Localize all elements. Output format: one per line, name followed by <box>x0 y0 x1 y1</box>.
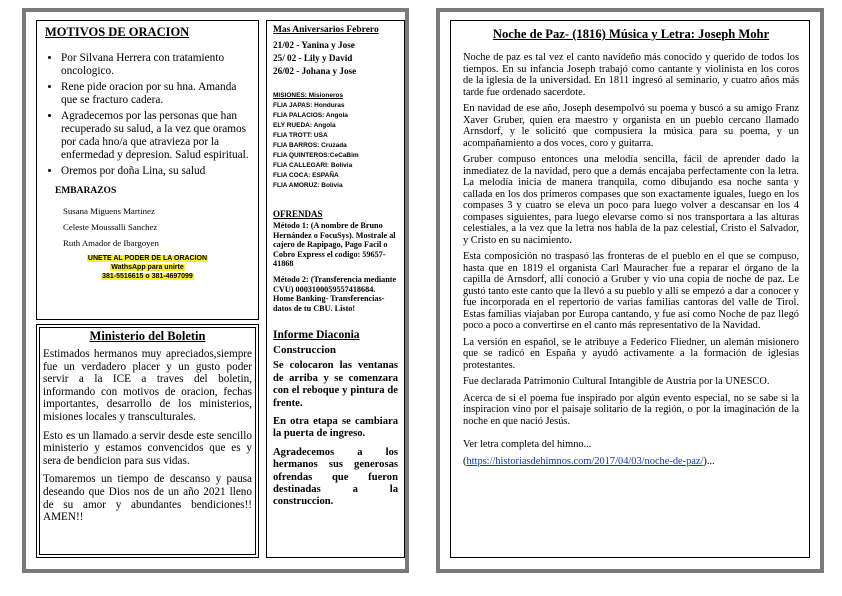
ministry-paragraph: Tomaremos un tiempo de descanso y pausa deseando que Dios nos de un año 2021 lleno de su amor y abundantes bendiciones!! AMEN!! <box>43 473 252 524</box>
link-prefix: ( <box>463 455 467 467</box>
pregnancies-title: EMBARAZOS <box>55 186 117 196</box>
construction-paragraph: Se colocaron las ventanas de arriba y se comenzara con el reboque y pintura de frente. <box>273 360 398 409</box>
callout-line: UNETE AL PODER DE LA ORACION <box>87 255 208 262</box>
list-item: • Por Silvana Herrera con tratamiento oncologico. <box>61 52 252 78</box>
mission-item: FLIA JAPAS: Honduras <box>273 102 345 109</box>
list-item: • Rene pide oracion por su hna. Amanda que se fracturo cadera. <box>61 81 252 107</box>
article-paragraph: Acerca de si el poema fue inspirado por algún evento especial, no se sabe si la inspiracion vino por el paisaje solitario de la región, o por la imaginación de la noche en que nació Jesús. <box>463 392 799 427</box>
construction-paragraph: En otra etapa se cambiara la puerta de ingreso. <box>273 415 398 440</box>
article-paragraph: Noche de paz es tal vez el canto navideño más conocido y querido de todos los tiempos. En su infancia Joseph trabajó como cantante y violinista en los coros de la iglesia de la universidad. En 1811 ingresó al seminario, y cuatro años más tarde fue ordenado sacerdote. <box>463 52 799 98</box>
mission-item: FLIA CALLEGARI: Bolivia <box>273 162 353 169</box>
construction-subtitle: Construccion <box>273 344 336 357</box>
lyrics-link[interactable]: https://historiasdehimnos.com/2017/04/03/noche-de-paz/ <box>466 455 704 467</box>
list-item: • Agradecemos por las personas que han recuperado su salud, a la vez que oramos por cada hno/a que atravieza por la enfermedad y depresion. Salud espiritual. <box>61 110 252 162</box>
pregnancy-item: Ruth Amador de Ibargoyen <box>63 238 159 248</box>
article-paragraph: Esta composición no traspasó las fronteras de el pueblo en el que se compuso, hasta que en 1819 el organista Carl Mauracher fue a reparar el órgano de la capilla de Arnsdorf, allí conoció a Gruber y vio una copia de noche de paz. Le gustó tanto este canto que la llevó a su pueblo y allí se empezó a dar a conocer y fue incorporada en el repertorio de varias familias cantoras del valle de Tirol. Estas familias viajaban por Europa cantando, y fue así como Noche de paz llegó poco a poco a convertirse en el canto más representativo de la Navidad. <box>463 251 799 331</box>
callout-phone: 381-5516615 o 381-4697099 <box>102 273 193 280</box>
offering-method: Método 1: (A nombre de Bruno Hernández o FocuSys). Mostrale al cajero de Rapipago, Pago Facil o Cobro Express el codigo: 59657-41868 <box>273 221 396 269</box>
diaconia-report-title: Informe Diaconia <box>273 329 360 342</box>
mission-item: FLIA BARROS: Cruzada <box>273 142 347 149</box>
article-paragraph: Fue declarada Patrimonio Cultural Intangible de Austria por la UNESCO. <box>463 376 770 387</box>
right-page <box>436 8 824 573</box>
pregnancy-item: Susana Miguens Martinez <box>63 206 155 216</box>
middle-column <box>266 20 405 558</box>
lyrics-link-line <box>463 456 799 468</box>
mission-item: FLIA TROTT: USA <box>273 132 328 139</box>
mission-item: FLIA COCA: ESPAÑA <box>273 172 339 179</box>
prayer-group-callout <box>43 254 252 281</box>
left-page <box>22 8 409 573</box>
list-item: • Oremos por doña Lina, su salud <box>61 165 252 178</box>
pregnancy-item: Celeste Moussalli Sanchez <box>63 222 158 232</box>
hymn-article <box>450 20 810 558</box>
article-paragraph: En navidad de ese año, Joseph desempolvó su poema y buscó a su amigo Franz Xaver Gruber, quien era maestro y organista en un pueblo cercano llamado Arnsdorf, y le solicitó que compusiera la música para su poema, y un acompañamiento a dos voces, coro y guitarra. <box>463 103 799 149</box>
anniversaries-title: Mas Aniversarios Febrero <box>273 25 379 35</box>
mission-item: ELY RUEDA: Angola <box>273 122 336 129</box>
construction-paragraph: Agradecemos a los hermanos sus generosas ofrendas que fueron destinadas a la construccion. <box>273 446 398 508</box>
prayer-requests-box <box>36 20 259 320</box>
prayer-requests-title: MOTIVOS DE ORACION <box>45 25 190 39</box>
link-suffix: )... <box>703 455 715 467</box>
offering-method: Método 2: (Transferencia mediante CVU) 0003100059557418684. Home Banking- Transferencias- datos de tu CBU. Listo! <box>273 274 397 313</box>
ministry-title: Ministerio del Boletin <box>89 329 206 343</box>
callout-line: WathsApp para unirte <box>111 264 184 271</box>
mission-item: FLIA AMORUZ: Bolivia <box>273 182 343 189</box>
article-paragraph: Gruber compuso entonces una melodía sencilla, fácil de aprender dado la inmediatez de la navidad, pero que a demás encajaba perfectamente con la letra. La melodía inicia de manera tranquila, como dibujando esa noche santa y callada en los dos primeros compases que son exactamente iguales, luego en los compases 3 y cuatro se eleva un poco para luego volver a descansar en los 4 compases siguientes, para luego elevarse como si nos transportara a las alturas celestiales, a la vez que la letra nos habla de la paz celestial, Cristo el Salvador, y Cristo en su nacimiento. <box>463 154 799 246</box>
anniversary-item: 25/ 02 - Lily y David <box>273 53 353 63</box>
ministry-paragraph: Estimados hermanos muy apreciados,siempre fue un verdadero placer y un gusto poder servir a la ICE a traves del boletin, informando con motivos de oracion, fechas importantes, desarrollo de los ministerios, misiones locales y transculturales. <box>43 348 252 423</box>
see-lyrics-text: Ver letra completa del himno... <box>463 439 592 450</box>
mission-item: FLIA PALACIOS: Angola <box>273 112 348 119</box>
offerings-title: OFRENDAS <box>273 209 323 219</box>
mission-item: FLIA QUINTEROS:CeCaBim <box>273 152 359 159</box>
bulletin-ministry-box <box>36 324 259 558</box>
article-paragraph: La versión en español, se le atribuye a Federico Fliedner, un alemán misionero que se radicó en España y ayudó activamente a la formación de iglesias protestantes. <box>463 336 799 371</box>
prayer-requests-list <box>43 52 252 178</box>
ministry-paragraph: Esto es un llamado a servir desde este sencillo ministerio y estamos convencidos que es y sera de bendicion para sus vidas. <box>43 429 252 467</box>
missions-title: MISIONES: Misioneros <box>273 92 344 99</box>
anniversary-item: 21/02 - Yanina y Jose <box>273 40 355 50</box>
article-title: Noche de Paz- (1816) Música y Letra: Joseph Mohr <box>492 27 770 41</box>
anniversary-item: 26/02 - Johana y Jose <box>273 66 357 76</box>
